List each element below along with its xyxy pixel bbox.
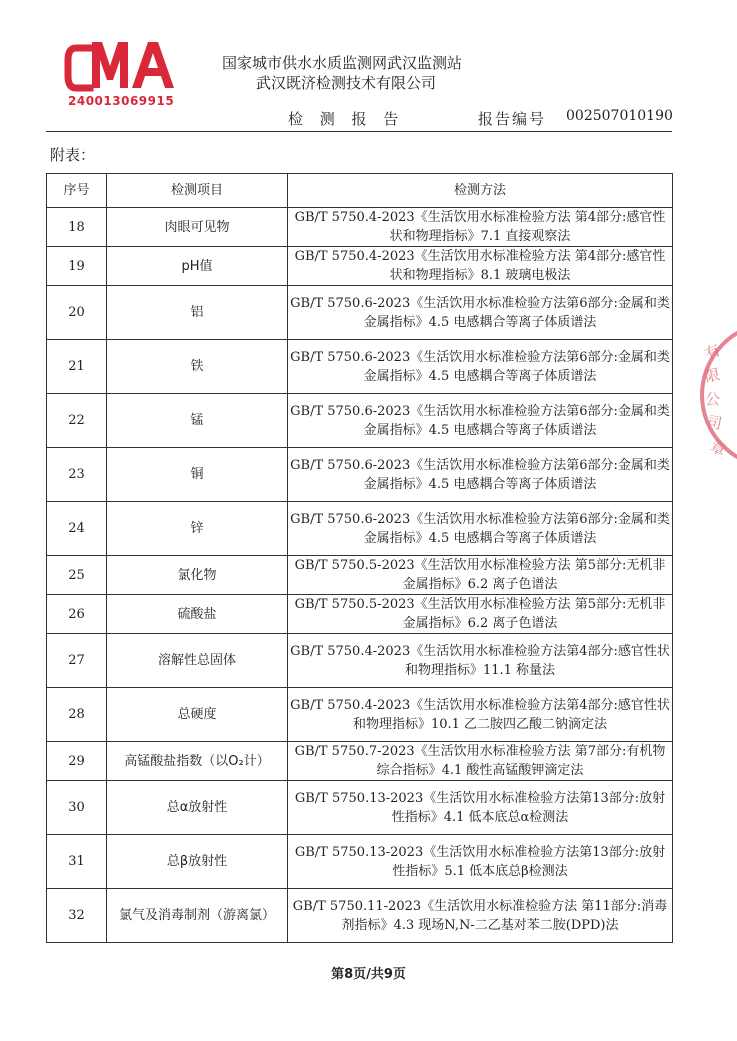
table-row <box>47 835 673 889</box>
row-number: 22 <box>47 394 107 448</box>
table-row <box>47 286 673 340</box>
test-item: 铝 <box>107 286 288 340</box>
row-number: 30 <box>47 781 107 835</box>
test-method: GB/T 5750.13-2023《生活饮用水标准检验方法第13部分:放射性指标》5.1 低本底总β检测法 <box>288 835 673 889</box>
test-method: GB/T 5750.7-2023《生活饮用水标准检验方法 第7部分:有机物综合指标》4.1 酸性高锰酸钾滴定法 <box>288 742 673 781</box>
report-number-label: 报告编号 <box>478 110 547 128</box>
test-item: 锌 <box>107 502 288 556</box>
test-item: 氯化物 <box>107 556 288 595</box>
row-number: 23 <box>47 448 107 502</box>
report-title: 检 测 报 告 <box>288 110 405 128</box>
test-item: 锰 <box>107 394 288 448</box>
test-item: pH值 <box>107 247 288 286</box>
test-method: GB/T 5750.4-2023《生活饮用水标准检验方法 第4部分:感官性状和物理指标》7.1 直接观察法 <box>288 208 673 247</box>
table-header-row <box>47 174 673 208</box>
page-footer: 第8页/共9页 <box>331 967 406 982</box>
table-row <box>47 742 673 781</box>
row-number: 27 <box>47 634 107 688</box>
row-number: 20 <box>47 286 107 340</box>
table-row <box>47 502 673 556</box>
test-item: 溶解性总固体 <box>107 634 288 688</box>
test-item: 肉眼可见物 <box>107 208 288 247</box>
test-method: GB/T 5750.6-2023《生活饮用水标准检验方法第6部分:金属和类金属指标》4.5 电感耦合等离子体质谱法 <box>288 502 673 556</box>
test-item: 总硬度 <box>107 688 288 742</box>
table-row <box>47 340 673 394</box>
row-number: 19 <box>47 247 107 286</box>
row-number: 32 <box>47 889 107 943</box>
test-method: GB/T 5750.6-2023《生活饮用水标准检验方法第6部分:金属和类金属指标》4.5 电感耦合等离子体质谱法 <box>288 340 673 394</box>
row-number: 26 <box>47 595 107 634</box>
table-row <box>47 595 673 634</box>
header-method: 检测方法 <box>288 174 673 208</box>
header-item: 检测项目 <box>107 174 288 208</box>
test-method: GB/T 5750.6-2023《生活饮用水标准检验方法第6部分:金属和类金属指标》4.5 电感耦合等离子体质谱法 <box>288 286 673 340</box>
appendix-label: 附表： <box>50 146 96 164</box>
row-number: 21 <box>47 340 107 394</box>
svg-text:有: 有 <box>702 340 724 364</box>
test-methods-table <box>46 173 673 943</box>
company-seal <box>694 330 737 460</box>
test-item: 总α放射性 <box>107 781 288 835</box>
test-item: 铁 <box>107 340 288 394</box>
table-row <box>47 781 673 835</box>
header-divider <box>46 131 672 132</box>
table-row <box>47 556 673 595</box>
test-item: 硫酸盐 <box>107 595 288 634</box>
row-number: 31 <box>47 835 107 889</box>
test-method: GB/T 5750.4-2023《生活饮用水标准检验方法第4部分:感官性状和物理指标》11.1 称量法 <box>288 634 673 688</box>
table-row <box>47 688 673 742</box>
svg-text:章: 章 <box>707 437 729 460</box>
test-item: 铜 <box>107 448 288 502</box>
test-method: GB/T 5750.4-2023《生活饮用水标准检验方法第4部分:感官性状和物理指标》10.1 乙二胺四乙酸二钠滴定法 <box>288 688 673 742</box>
row-number: 18 <box>47 208 107 247</box>
table-row <box>47 448 673 502</box>
test-method: GB/T 5750.4-2023《生活饮用水标准检验方法 第4部分:感官性状和物理指标》8.1 玻璃电极法 <box>288 247 673 286</box>
row-number: 24 <box>47 502 107 556</box>
test-method: GB/T 5750.5-2023《生活饮用水标准检验方法 第5部分:无机非金属指标》6.2 离子色谱法 <box>288 556 673 595</box>
test-method: GB/T 5750.5-2023《生活饮用水标准检验方法 第5部分:无机非金属指标》6.2 离子色谱法 <box>288 595 673 634</box>
svg-text:限: 限 <box>703 365 722 386</box>
cma-number: 240013069915 <box>68 94 175 108</box>
svg-text:公: 公 <box>705 390 721 408</box>
row-number: 28 <box>47 688 107 742</box>
svg-text:司: 司 <box>705 412 724 434</box>
header-no: 序号 <box>47 174 107 208</box>
table-row <box>47 394 673 448</box>
row-number: 25 <box>47 556 107 595</box>
org-name-line1: 国家城市供水水质监测网武汉监测站 <box>222 54 463 72</box>
test-method: GB/T 5750.6-2023《生活饮用水标准检验方法第6部分:金属和类金属指标》4.5 电感耦合等离子体质谱法 <box>288 394 673 448</box>
row-number: 29 <box>47 742 107 781</box>
table-row <box>47 634 673 688</box>
table-row <box>47 889 673 943</box>
test-method: GB/T 5750.6-2023《生活饮用水标准检验方法第6部分:金属和类金属指标》4.5 电感耦合等离子体质谱法 <box>288 448 673 502</box>
table-row <box>47 247 673 286</box>
test-method: GB/T 5750.13-2023《生活饮用水标准检验方法第13部分:放射性指标》4.1 低本底总α检测法 <box>288 781 673 835</box>
table-row <box>47 208 673 247</box>
test-item: 总β放射性 <box>107 835 288 889</box>
report-number: 002507010190 <box>566 108 673 124</box>
test-item: 氯气及消毒制剂（游离氯） <box>107 889 288 943</box>
test-item: 高锰酸盐指数（以O₂计） <box>107 742 288 781</box>
test-method: GB/T 5750.11-2023《生活饮用水标准检验方法 第11部分:消毒剂指标》4.3 现场N,N-二乙基对苯二胺(DPD)法 <box>288 889 673 943</box>
org-name-line2: 武汉既济检测技术有限公司 <box>256 74 437 92</box>
